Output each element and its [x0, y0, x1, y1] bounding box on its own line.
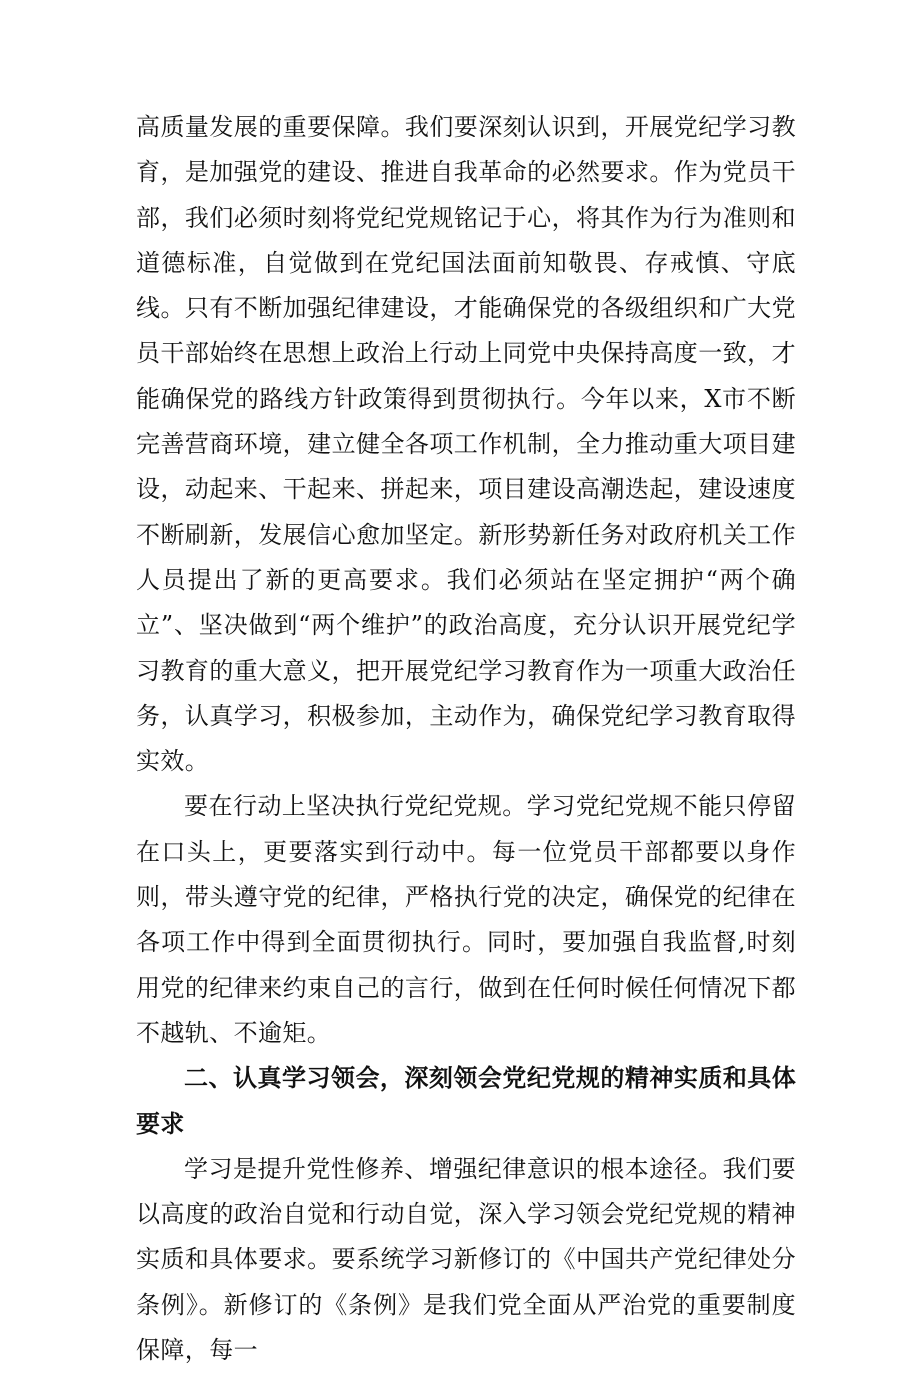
body-paragraph-action: 要在行动上坚决执行党纪党规。学习党纪党规不能只停留在口头上，更要落实到行动中。每一位党员干部都要以身作则，带头遵守党的纪律，严格执行党的决定，确保党的纪律在各项工作中得到全面贯彻执行。同时，要加强自我监督,时刻用党的纪律来约束自己的言行，做到在任何时候任何情况下都不越轨、不逾矩。 — [136, 792, 796, 1047]
body-paragraph-study: 学习是提升党性修养、增强纪律意识的根本途径。我们要以高度的政治自觉和行动自觉，深入学习领会党纪党规的精神实质和具体要求。要系统学习新修订的《中国共产党纪律处分条例》。新修订的《条例》是我们党全面从严治党的重要制度保障，每一 — [136, 1154, 796, 1365]
section-heading-2: 二、认真学习领会，深刻领会党纪党规的精神实质和具体要求 — [136, 1064, 796, 1138]
document-body — [136, 105, 796, 1373]
body-paragraph-continuation: 高质量发展的重要保障。我们要深刻认识到，开展党纪学习教育，是加强党的建设、推进自我革命的必然要求。作为党员干部，我们必须时刻将党纪党规铭记于心，将其作为行为准则和道德标准，自觉做到在党纪国法面前知敬畏、存戒慎、守底线。只有不断加强纪律建设，才能确保党的各级组织和广大党员干部始终在思想上政治上行动上同党中央保持高度一致，才能确保党的路线方针政策得到贯彻执行。今年以来，X市不断完善营商环境，建立健全各项工作机制，全力推动重大项目建设，动起来、干起来、拼起来，项目建设高潮迭起，建设速度不断刷新，发展信心愈加坚定。新形势新任务对政府机关工作人员提出了新的更高要求。我们必须站在坚定拥护“两个确立”、坚决做到“两个维护”的政治高度，充分认识开展党纪学习教育的重大意义，把开展党纪学习教育作为一项重大政治任务，认真学习，积极参加，主动作为，确保党纪学习教育取得实效。 — [136, 113, 796, 776]
